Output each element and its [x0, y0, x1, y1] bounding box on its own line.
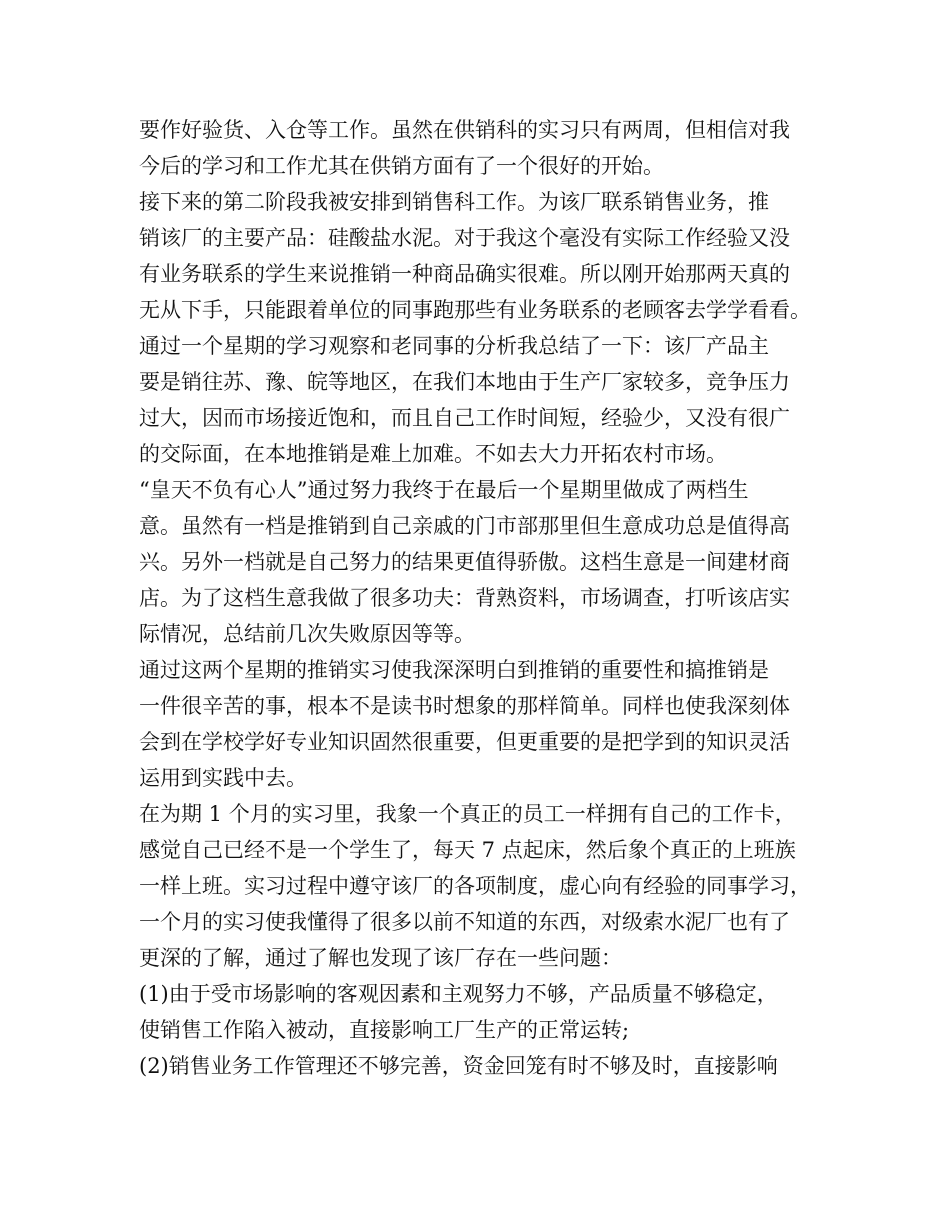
text-line: 无从下手，只能跟着单位的同事跑那些有业务联系的老顾客去学学看看。: [139, 298, 811, 322]
text-line: 店。为了这档生意我做了很多功夫：背熟资料，市场调查，打听该店实: [139, 586, 790, 610]
text-line: (2)销售业务工作管理还不够完善，资金回笼有时不够及时，直接影响: [139, 1054, 778, 1078]
text-line: 的交际面，在本地推销是难上加难。不如去大力开拓农村市场。: [139, 442, 727, 466]
text-line: 更深的了解，通过了解也发现了该厂存在一些问题：: [139, 946, 622, 970]
text-line: 有业务联系的学生来说推销一种商品确实很难。所以刚开始那两天真的: [139, 262, 790, 286]
text-line: 一件很辛苦的事，根本不是读书时想象的那样简单。同样也使我深刻体: [139, 694, 790, 718]
document-body: [139, 112, 829, 1084]
text-line: 兴。另外一档就是自己努力的结果更值得骄傲。这档生意是一间建材商: [139, 550, 790, 574]
text-line: 通过一个星期的学习观察和老同事的分析我总结了一下：该厂产品主: [139, 334, 769, 358]
text-line: 接下来的第二阶段我被安排到销售科工作。为该厂联系销售业务，推: [139, 190, 769, 214]
text-line: 要作好验货、入仓等工作。虽然在供销科的实习只有两周，但相信对我: [139, 118, 790, 142]
text-line: 一个月的实习使我懂得了很多以前不知道的东西，对级索水泥厂也有了: [139, 910, 790, 934]
text-line: 会到在学校学好专业知识固然很重要，但更重要的是把学到的知识灵活: [139, 730, 790, 754]
text-line: 意。虽然有一档是推销到自己亲戚的门市部那里但生意成功总是值得高: [139, 514, 790, 538]
text-line: 过大，因而市场接近饱和，而且自己工作时间短，经验少，又没有很广: [139, 406, 790, 430]
text-line: 使销售工作陷入被动，直接影响工厂生产的正常运转;: [139, 1018, 630, 1042]
text-line: 今后的学习和工作尤其在供销方面有了一个很好的开始。: [139, 154, 664, 178]
text-line: 要是销往苏、豫、皖等地区，在我们本地由于生产厂家较多，竞争压力: [139, 370, 790, 394]
text-line: 一样上班。实习过程中遵守该厂的各项制度，虚心向有经验的同事学习，: [139, 874, 811, 898]
text-line: 通过这两个星期的推销实习使我深深明白到推销的重要性和搞推销是: [139, 658, 769, 682]
text-line: 运用到实践中去。: [139, 766, 307, 790]
text-line: “皇天不负有心人”通过努力我终于在最后一个星期里做成了两档生: [139, 478, 749, 502]
text-line: (1)由于受市场影响的客观因素和主观努力不够，产品质量不够稳定，: [139, 982, 778, 1006]
text-line: 在为期 1 个月的实习里，我象一个真正的员工一样拥有自己的工作卡，: [139, 802, 796, 826]
text-line: 感觉自己已经不是一个学生了，每天 7 点起床，然后象个真正的上班族: [139, 838, 796, 862]
text-line: 际情况，总结前几次失败原因等等。: [139, 622, 475, 646]
text-line: 销该厂的主要产品：硅酸盐水泥。对于我这个毫没有实际工作经验又没: [139, 226, 790, 250]
